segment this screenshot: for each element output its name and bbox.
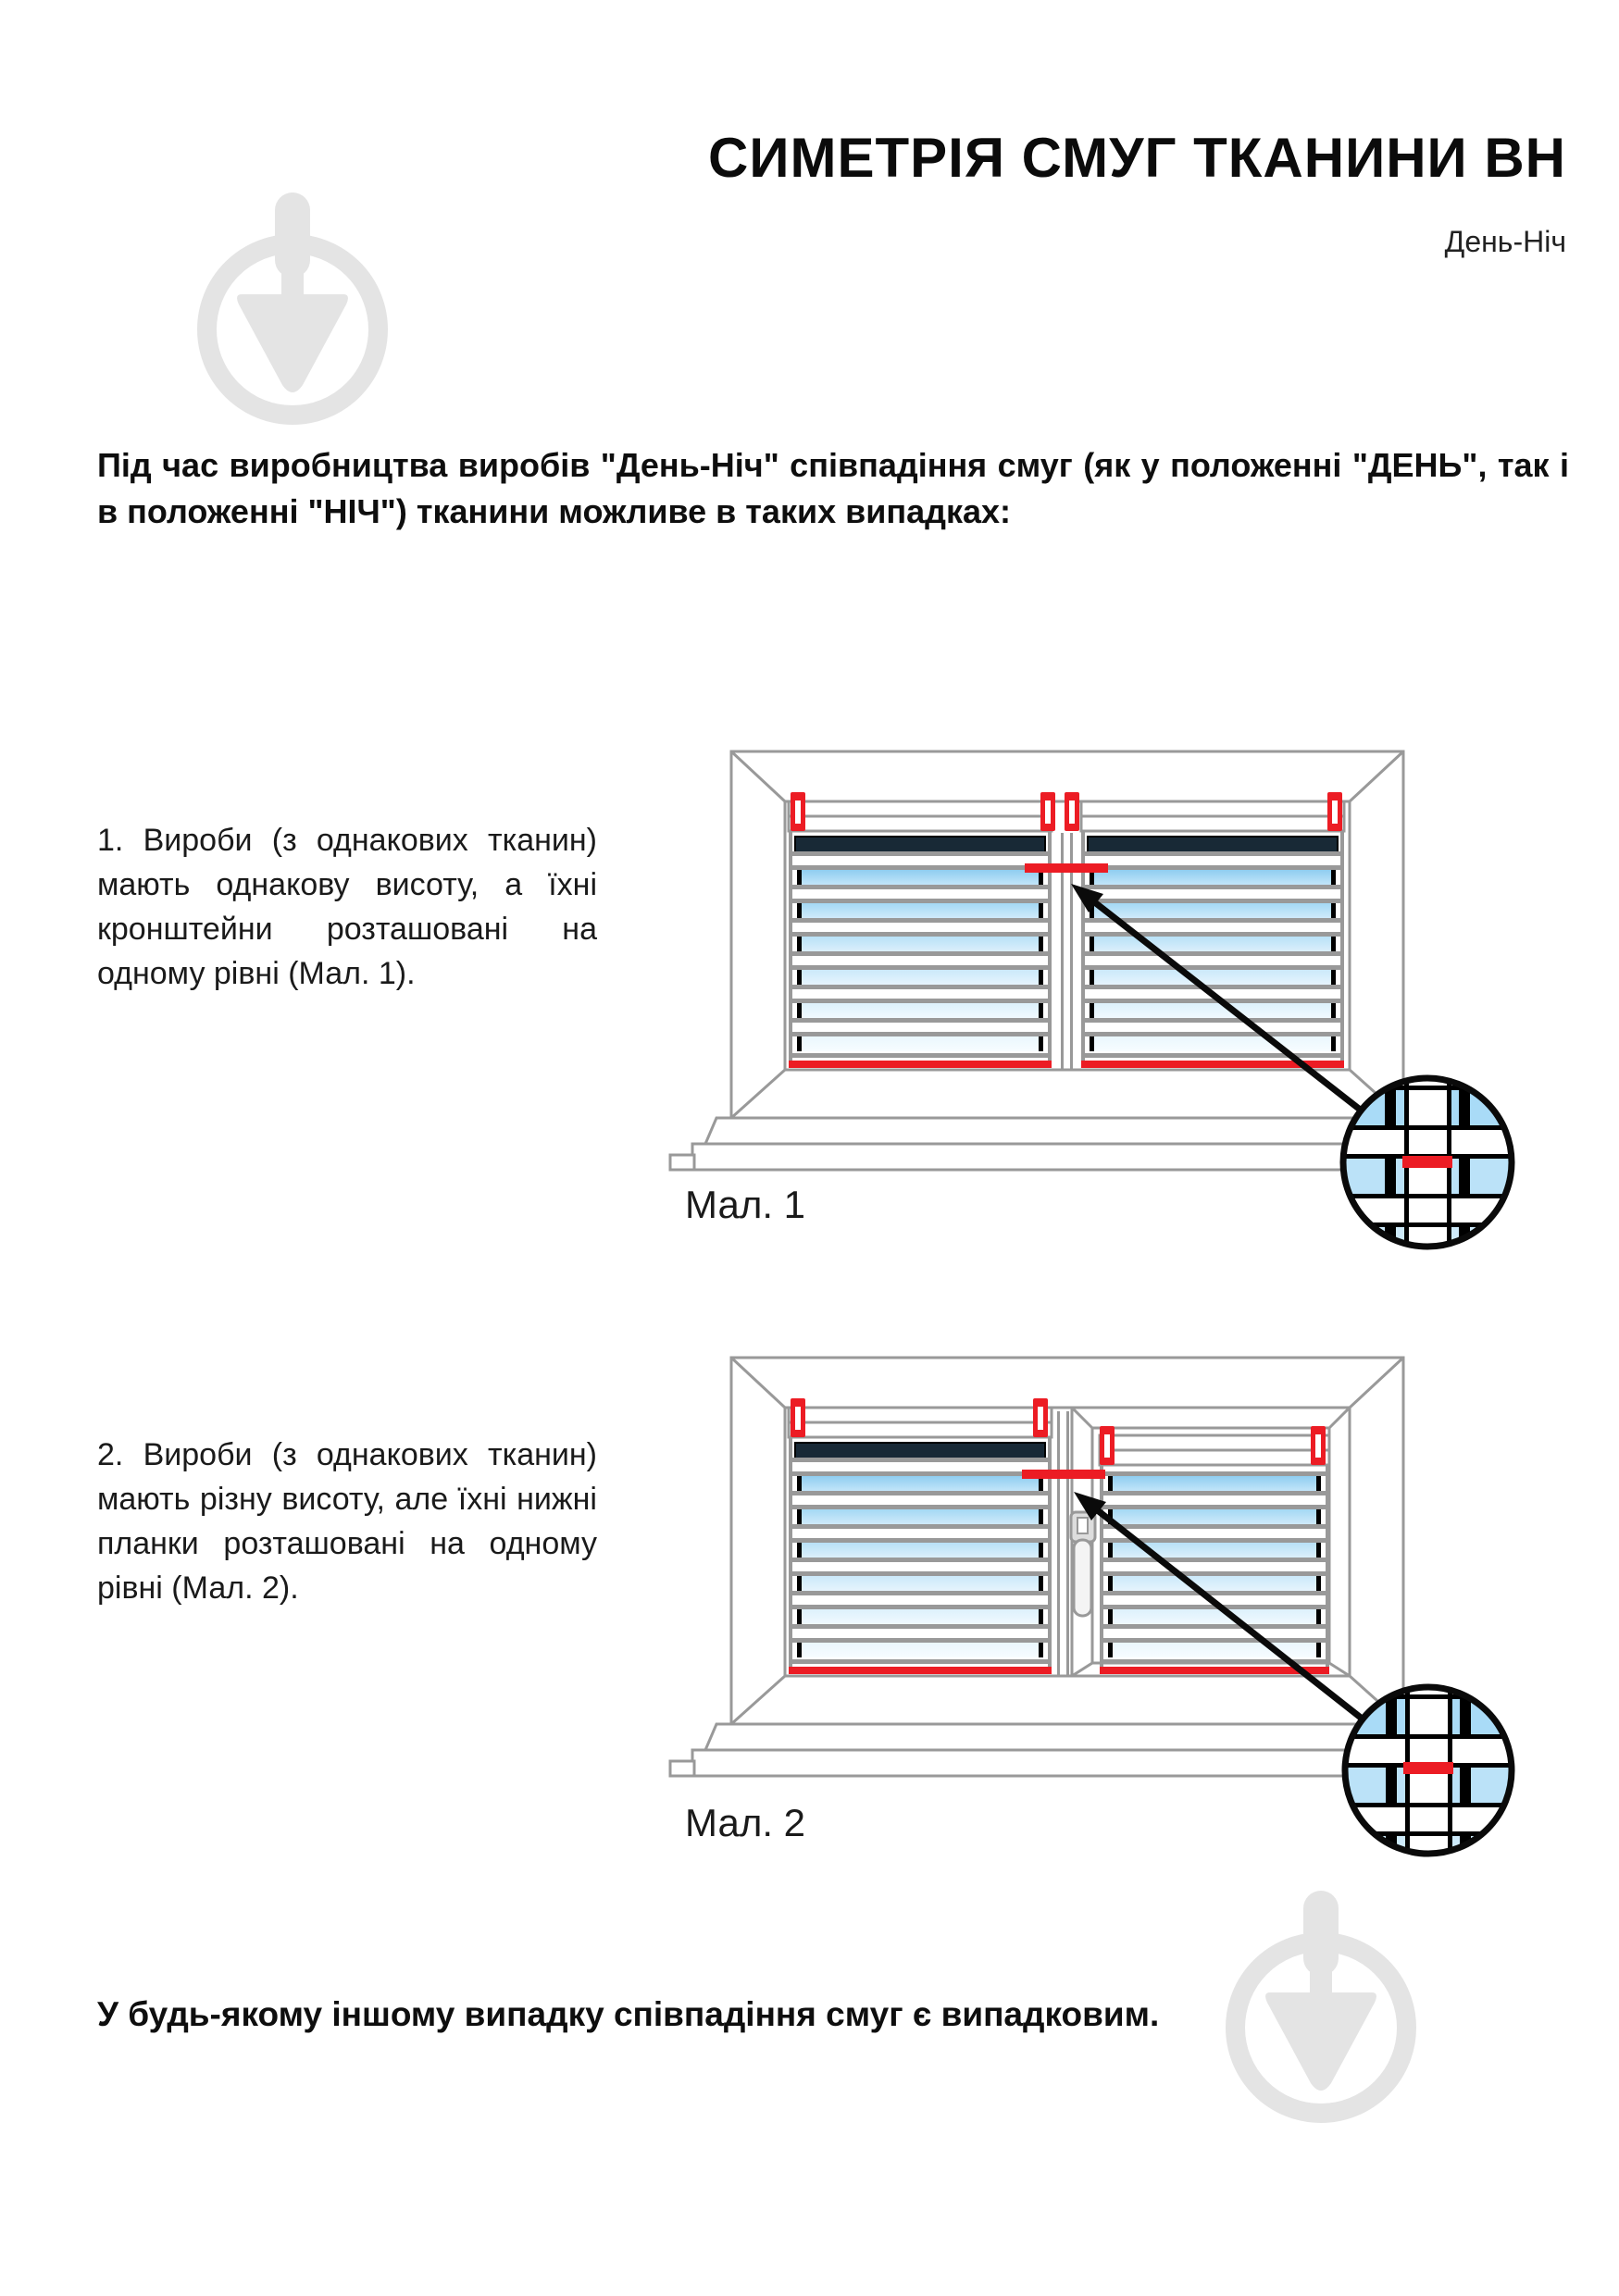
page-subtitle: День-Ніч: [1444, 225, 1566, 258]
case-2-paragraph: 2. Вироби (з однакових тканин) мають різну висоту, але їхні нижні планки розташовані на одному рівні (Мал. 2).: [97, 1437, 597, 1606]
figure-2-caption: Мал. 2: [685, 1801, 806, 1844]
footer-note: У будь-якому іншому випадку співпадіння смуг є випадковим.: [97, 1995, 1160, 2033]
trowel-logo-watermark-icon: [196, 191, 389, 429]
case-1-paragraph: 1. Вироби (з однакових тканин) мають однакову висоту, а їхні кронштейни розташовані на одному рівні (Мал. 1).: [97, 823, 597, 991]
figure-2-window-diagram: [648, 1333, 1537, 1874]
page-title: СИМЕТРІЯ СМУГ ТКАНИНИ ВН: [708, 127, 1566, 189]
intro-paragraph: Під час виробництва виробів "День-Ніч" співпадіння смуг (як у положенні "ДЕНЬ", так і в положенні "НІЧ") тканини можливе в таких випадках:: [97, 446, 1569, 530]
figure-1-caption: Мал. 1: [685, 1183, 806, 1226]
trowel-logo-watermark-icon: [1225, 1889, 1417, 2128]
